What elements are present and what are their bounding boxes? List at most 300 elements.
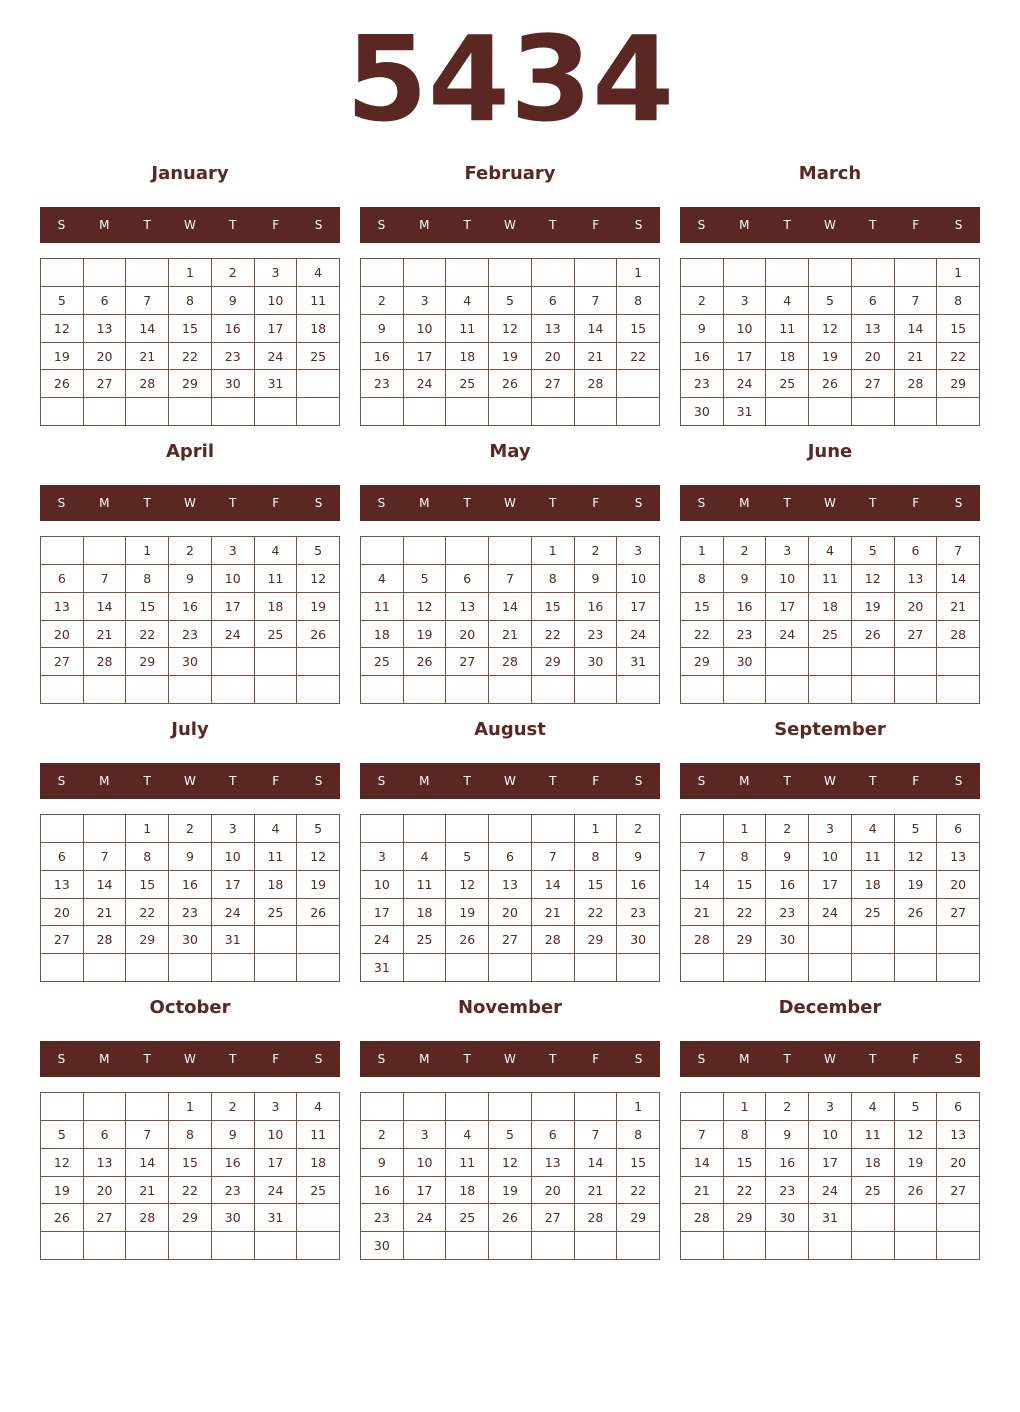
day-cell: 17	[212, 871, 255, 899]
day-cell: 3	[617, 537, 660, 565]
day-cell: 28	[681, 926, 724, 954]
day-cell: 2	[724, 537, 767, 565]
day-cell: 17	[617, 593, 660, 621]
day-cell-empty	[41, 954, 84, 982]
day-cell: 28	[126, 1204, 169, 1232]
day-cell: 1	[724, 1093, 767, 1121]
day-cell: 5	[895, 815, 938, 843]
day-cell: 22	[724, 899, 767, 927]
month-name: April	[165, 441, 215, 462]
day-cell-empty	[297, 398, 340, 426]
day-cell: 24	[361, 926, 404, 954]
day-cell: 18	[852, 1149, 895, 1177]
day-cell: 18	[809, 593, 852, 621]
day-cell: 11	[446, 315, 489, 343]
weekday-label: S	[377, 774, 386, 788]
day-cell: 27	[532, 370, 575, 398]
day-cell: 18	[255, 593, 298, 621]
weekday-header	[360, 207, 660, 243]
day-cell: 2	[169, 537, 212, 565]
day-cell: 26	[41, 370, 84, 398]
day-cell: 20	[84, 343, 127, 371]
weekday-label: M	[739, 218, 750, 232]
day-cell-empty	[937, 926, 980, 954]
day-cell: 17	[255, 315, 298, 343]
day-cell: 10	[724, 315, 767, 343]
day-cell-empty	[724, 1232, 767, 1260]
day-cell: 26	[895, 1177, 938, 1205]
day-cell: 5	[41, 287, 84, 315]
day-cell: 31	[212, 926, 255, 954]
day-cell: 21	[575, 1177, 618, 1205]
day-cell: 25	[446, 1204, 489, 1232]
day-cell: 23	[766, 899, 809, 927]
day-cell: 14	[532, 871, 575, 899]
day-cell: 20	[937, 1149, 980, 1177]
day-cell: 26	[446, 926, 489, 954]
weekday-label: W	[824, 1052, 836, 1066]
day-cell: 16	[575, 593, 618, 621]
month-name: June	[807, 441, 853, 462]
weekday-label: S	[634, 496, 643, 510]
day-cell: 9	[766, 1121, 809, 1149]
day-cell: 2	[169, 815, 212, 843]
day-cell: 16	[212, 315, 255, 343]
day-cell-empty	[361, 676, 404, 704]
day-cell: 27	[446, 648, 489, 676]
day-cell: 17	[404, 1177, 447, 1205]
day-cell-empty	[766, 954, 809, 982]
weekday-label: T	[143, 496, 151, 510]
day-cell-empty	[895, 1232, 938, 1260]
day-cell: 1	[937, 259, 980, 287]
weekday-label: T	[143, 218, 151, 232]
day-cell-empty	[297, 1204, 340, 1232]
day-cell-empty	[895, 954, 938, 982]
day-cell: 17	[255, 1149, 298, 1177]
weekday-label: F	[592, 1052, 600, 1066]
day-cell: 28	[532, 926, 575, 954]
day-cell: 25	[361, 648, 404, 676]
day-cell-empty	[937, 398, 980, 426]
day-cell: 22	[126, 621, 169, 649]
day-cell: 18	[446, 343, 489, 371]
day-cell-empty	[41, 1093, 84, 1121]
day-cell: 14	[126, 1149, 169, 1177]
weekday-label: F	[592, 218, 600, 232]
day-cell: 27	[41, 926, 84, 954]
day-cell: 12	[297, 843, 340, 871]
day-cell-empty	[575, 1093, 618, 1121]
day-cell: 28	[575, 1204, 618, 1232]
day-grid	[360, 814, 660, 982]
month-name: January	[151, 163, 229, 184]
day-cell-empty	[489, 398, 532, 426]
day-cell-empty	[681, 1232, 724, 1260]
day-cell: 10	[617, 565, 660, 593]
day-cell: 2	[212, 259, 255, 287]
day-cell-empty	[84, 259, 127, 287]
weekday-header	[40, 485, 340, 521]
day-cell: 1	[617, 259, 660, 287]
day-cell-empty	[852, 1204, 895, 1232]
day-cell: 13	[895, 565, 938, 593]
day-cell: 9	[361, 1149, 404, 1177]
day-cell-empty	[852, 926, 895, 954]
day-cell: 12	[41, 315, 84, 343]
day-cell: 12	[809, 315, 852, 343]
day-grid	[680, 258, 980, 426]
day-cell: 8	[532, 565, 575, 593]
day-cell: 27	[895, 621, 938, 649]
weekday-label: T	[869, 496, 877, 510]
day-cell: 6	[937, 815, 980, 843]
weekday-label: T	[869, 1052, 877, 1066]
day-cell-empty	[212, 676, 255, 704]
day-cell: 6	[937, 1093, 980, 1121]
day-cell-empty	[404, 537, 447, 565]
day-cell: 22	[532, 621, 575, 649]
weekday-header	[680, 485, 980, 521]
day-grid	[680, 536, 980, 704]
weekday-label: M	[419, 218, 430, 232]
day-cell: 21	[681, 1177, 724, 1205]
day-cell-empty	[84, 815, 127, 843]
day-cell-empty	[212, 954, 255, 982]
day-cell-empty	[446, 815, 489, 843]
weekday-label: F	[272, 218, 280, 232]
day-cell: 14	[575, 315, 618, 343]
day-cell-empty	[404, 676, 447, 704]
weekday-label: M	[419, 496, 430, 510]
day-grid	[40, 1092, 340, 1260]
day-cell: 3	[766, 537, 809, 565]
day-cell: 7	[489, 565, 532, 593]
day-cell: 6	[41, 565, 84, 593]
day-cell: 4	[852, 815, 895, 843]
day-cell: 25	[766, 370, 809, 398]
day-cell-empty	[617, 398, 660, 426]
weekday-label: T	[229, 218, 237, 232]
day-cell-empty	[169, 954, 212, 982]
day-cell-empty	[852, 676, 895, 704]
day-cell: 24	[809, 899, 852, 927]
weekday-label: S	[57, 496, 66, 510]
day-cell: 16	[766, 871, 809, 899]
weekday-header	[680, 1041, 980, 1077]
day-cell-empty	[809, 259, 852, 287]
day-cell-empty	[446, 259, 489, 287]
day-cell-empty	[212, 398, 255, 426]
day-cell-empty	[575, 259, 618, 287]
weekday-label: T	[463, 496, 471, 510]
day-cell: 23	[681, 370, 724, 398]
day-cell-empty	[84, 1093, 127, 1121]
day-cell: 10	[809, 843, 852, 871]
day-cell-empty	[126, 676, 169, 704]
weekday-header	[40, 763, 340, 799]
day-cell: 1	[681, 537, 724, 565]
day-cell: 2	[575, 537, 618, 565]
day-grid	[40, 814, 340, 982]
day-cell: 10	[766, 565, 809, 593]
day-cell: 24	[724, 370, 767, 398]
day-cell: 8	[937, 287, 980, 315]
month-name: September	[774, 719, 886, 740]
weekday-header	[680, 207, 980, 243]
day-cell: 3	[724, 287, 767, 315]
day-cell: 20	[41, 899, 84, 927]
weekday-label: M	[99, 1052, 110, 1066]
day-cell: 21	[84, 621, 127, 649]
day-cell: 13	[84, 1149, 127, 1177]
day-cell-empty	[255, 676, 298, 704]
day-cell: 8	[724, 1121, 767, 1149]
day-cell-empty	[852, 398, 895, 426]
day-cell: 7	[84, 565, 127, 593]
day-cell-empty	[937, 1204, 980, 1232]
day-cell: 11	[297, 287, 340, 315]
year-title: 5434	[345, 10, 675, 148]
day-cell: 21	[681, 899, 724, 927]
day-cell-empty	[41, 815, 84, 843]
day-cell: 22	[169, 343, 212, 371]
day-cell: 17	[361, 899, 404, 927]
weekday-label: S	[57, 1052, 66, 1066]
day-cell-empty	[361, 398, 404, 426]
day-cell-empty	[361, 537, 404, 565]
weekday-header	[360, 485, 660, 521]
day-cell: 19	[297, 593, 340, 621]
day-cell: 24	[766, 621, 809, 649]
day-cell: 4	[404, 843, 447, 871]
weekday-label: S	[57, 218, 66, 232]
weekday-header	[680, 763, 980, 799]
day-cell: 14	[126, 315, 169, 343]
day-cell: 30	[212, 370, 255, 398]
weekday-label: S	[314, 1052, 323, 1066]
weekday-label: T	[549, 218, 557, 232]
day-grid	[360, 258, 660, 426]
day-cell: 27	[489, 926, 532, 954]
day-cell: 28	[84, 926, 127, 954]
day-cell: 4	[361, 565, 404, 593]
day-cell: 23	[169, 621, 212, 649]
day-cell: 31	[361, 954, 404, 982]
day-cell: 5	[852, 537, 895, 565]
day-cell: 8	[617, 1121, 660, 1149]
day-cell-empty	[169, 398, 212, 426]
day-cell: 17	[404, 343, 447, 371]
day-cell: 17	[212, 593, 255, 621]
day-cell: 30	[169, 926, 212, 954]
day-cell: 13	[532, 315, 575, 343]
day-cell-empty	[84, 954, 127, 982]
weekday-label: T	[869, 218, 877, 232]
day-cell: 1	[724, 815, 767, 843]
day-cell-empty	[681, 954, 724, 982]
day-cell: 4	[255, 815, 298, 843]
day-cell: 5	[446, 843, 489, 871]
day-cell-empty	[937, 1232, 980, 1260]
day-cell: 13	[937, 843, 980, 871]
day-cell-empty	[937, 954, 980, 982]
day-cell: 23	[212, 343, 255, 371]
day-cell: 10	[212, 843, 255, 871]
weekday-label: S	[697, 774, 706, 788]
day-cell: 3	[404, 287, 447, 315]
day-cell-empty	[169, 1232, 212, 1260]
day-cell: 24	[617, 621, 660, 649]
day-cell-empty	[724, 954, 767, 982]
weekday-label: T	[463, 1052, 471, 1066]
day-cell: 24	[809, 1177, 852, 1205]
day-cell-empty	[255, 1232, 298, 1260]
day-cell: 30	[724, 648, 767, 676]
day-cell: 13	[532, 1149, 575, 1177]
day-cell: 3	[809, 1093, 852, 1121]
day-cell: 25	[255, 899, 298, 927]
day-cell: 21	[126, 343, 169, 371]
day-cell-empty	[41, 1232, 84, 1260]
day-cell: 14	[681, 871, 724, 899]
day-cell: 26	[852, 621, 895, 649]
day-cell: 19	[895, 871, 938, 899]
day-cell: 18	[297, 315, 340, 343]
day-cell: 23	[766, 1177, 809, 1205]
day-cell-empty	[489, 954, 532, 982]
day-cell: 18	[361, 621, 404, 649]
day-cell: 12	[852, 565, 895, 593]
day-cell: 9	[575, 565, 618, 593]
day-cell: 30	[169, 648, 212, 676]
day-cell-empty	[937, 648, 980, 676]
day-cell: 23	[212, 1177, 255, 1205]
day-cell-empty	[126, 259, 169, 287]
day-cell-empty	[41, 537, 84, 565]
day-cell-empty	[766, 648, 809, 676]
day-cell: 30	[617, 926, 660, 954]
weekday-label: S	[954, 218, 963, 232]
day-cell-empty	[895, 259, 938, 287]
day-cell: 16	[724, 593, 767, 621]
day-cell: 16	[212, 1149, 255, 1177]
weekday-label: T	[229, 774, 237, 788]
day-cell-empty	[169, 676, 212, 704]
day-cell: 10	[255, 287, 298, 315]
day-cell-empty	[404, 398, 447, 426]
weekday-label: S	[634, 1052, 643, 1066]
day-cell: 1	[575, 815, 618, 843]
day-cell-empty	[724, 259, 767, 287]
day-cell: 13	[84, 315, 127, 343]
day-cell-empty	[297, 926, 340, 954]
day-cell: 20	[937, 871, 980, 899]
weekday-label: S	[377, 1052, 386, 1066]
day-grid	[40, 258, 340, 426]
day-cell-empty	[446, 1093, 489, 1121]
day-cell: 26	[297, 899, 340, 927]
day-cell: 21	[489, 621, 532, 649]
day-cell: 12	[895, 843, 938, 871]
day-cell-empty	[852, 259, 895, 287]
weekday-header	[360, 1041, 660, 1077]
day-cell: 25	[297, 1177, 340, 1205]
day-cell: 4	[297, 1093, 340, 1121]
weekday-label: S	[954, 1052, 963, 1066]
weekday-label: F	[912, 1052, 920, 1066]
day-cell: 26	[404, 648, 447, 676]
day-cell: 15	[532, 593, 575, 621]
day-cell: 30	[575, 648, 618, 676]
weekday-label: T	[549, 1052, 557, 1066]
day-cell: 5	[489, 1121, 532, 1149]
day-cell: 24	[212, 899, 255, 927]
day-cell: 20	[446, 621, 489, 649]
day-cell: 23	[617, 899, 660, 927]
weekday-label: M	[99, 218, 110, 232]
day-cell-empty	[84, 398, 127, 426]
day-cell-empty	[809, 648, 852, 676]
day-cell-empty	[297, 954, 340, 982]
day-cell: 20	[852, 343, 895, 371]
day-cell: 9	[169, 843, 212, 871]
day-cell-empty	[575, 398, 618, 426]
weekday-label: S	[377, 496, 386, 510]
day-cell-empty	[852, 954, 895, 982]
day-cell: 31	[724, 398, 767, 426]
day-cell: 18	[766, 343, 809, 371]
day-cell: 6	[895, 537, 938, 565]
day-cell-empty	[895, 926, 938, 954]
day-cell: 31	[809, 1204, 852, 1232]
day-cell: 9	[724, 565, 767, 593]
day-cell: 1	[169, 259, 212, 287]
day-cell: 5	[809, 287, 852, 315]
day-cell: 22	[575, 899, 618, 927]
month-name: July	[171, 719, 209, 740]
day-cell: 27	[852, 370, 895, 398]
day-cell: 26	[41, 1204, 84, 1232]
day-cell: 28	[937, 621, 980, 649]
day-cell: 16	[617, 871, 660, 899]
day-cell-empty	[681, 815, 724, 843]
day-cell-empty	[532, 676, 575, 704]
day-cell: 15	[724, 871, 767, 899]
month-name: March	[798, 163, 862, 184]
day-cell-empty	[766, 398, 809, 426]
day-cell-empty	[895, 676, 938, 704]
day-grid	[680, 814, 980, 982]
weekday-label: T	[783, 774, 791, 788]
day-cell: 28	[895, 370, 938, 398]
day-cell-empty	[126, 954, 169, 982]
day-cell: 19	[895, 1149, 938, 1177]
day-cell-empty	[126, 1093, 169, 1121]
day-cell: 17	[809, 871, 852, 899]
weekday-label: F	[912, 218, 920, 232]
day-cell: 8	[681, 565, 724, 593]
day-cell-empty	[446, 537, 489, 565]
day-cell: 1	[617, 1093, 660, 1121]
day-cell: 15	[681, 593, 724, 621]
day-cell-empty	[361, 1093, 404, 1121]
day-cell: 7	[575, 287, 618, 315]
day-cell: 11	[852, 1121, 895, 1149]
day-cell: 12	[404, 593, 447, 621]
day-cell: 27	[84, 370, 127, 398]
day-cell-empty	[766, 1232, 809, 1260]
